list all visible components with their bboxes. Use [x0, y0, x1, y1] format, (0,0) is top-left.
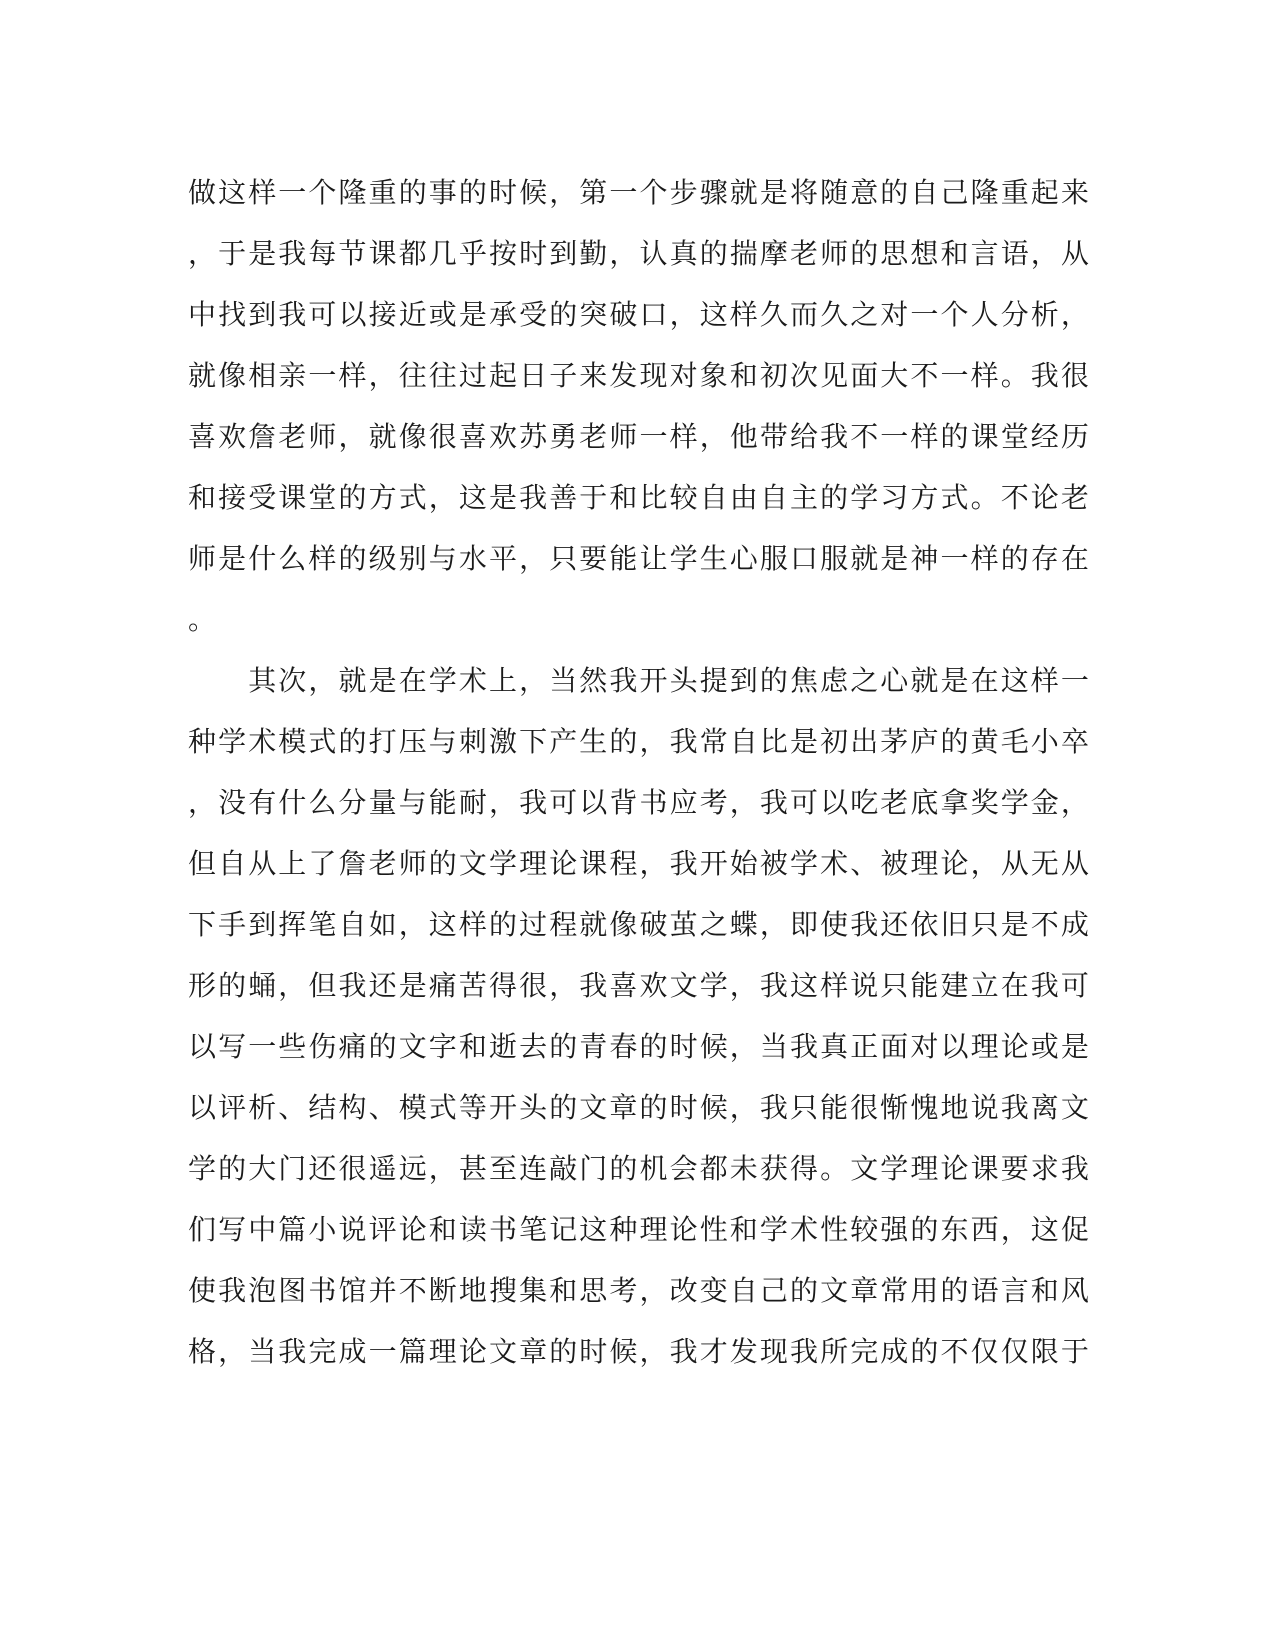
text-line: 下手到挥笔自如，这样的过程就像破茧之蝶，即使我还依旧只是不成: [188, 908, 1092, 941]
text-line: 形的蛹，但我还是痛苦得很，我喜欢文学，我这样说只能建立在我可: [188, 969, 1092, 1002]
body-text: [188, 162, 1092, 1382]
text-line: 使我泡图书馆并不断地搜集和思考，改变自己的文章常用的语言和风: [188, 1274, 1092, 1307]
text-line: 喜欢詹老师，就像很喜欢苏勇老师一样，他带给我不一样的课堂经历: [188, 420, 1092, 453]
text-line: 中找到我可以接近或是承受的突破口，这样久而久之对一个人分析，: [188, 298, 1092, 331]
text-line: 做这样一个隆重的事的时候，第一个步骤就是将随意的自己隆重起来: [188, 176, 1092, 209]
text-line: 以评析、结构、模式等开头的文章的时候，我只能很惭愧地说我离文: [188, 1091, 1092, 1124]
text-line: 种学术模式的打压与刺激下产生的，我常自比是初出茅庐的黄毛小卒: [188, 725, 1092, 758]
text-line: 格，当我完成一篇理论文章的时候，我才发现我所完成的不仅仅限于: [188, 1335, 1092, 1368]
text-line: 和接受课堂的方式，这是我善于和比较自由自主的学习方式。不论老: [188, 481, 1092, 514]
text-line: 以写一些伤痛的文字和逝去的青春的时候，当我真正面对以理论或是: [188, 1030, 1092, 1063]
text-line: ，没有什么分量与能耐，我可以背书应考，我可以吃老底拿奖学金，: [188, 786, 1092, 819]
text-line: 学的大门还很遥远，甚至连敲门的机会都未获得。文学理论课要求我: [188, 1152, 1092, 1185]
text-line: 师是什么样的级别与水平，只要能让学生心服口服就是神一样的存在: [188, 542, 1092, 575]
text-line: 们写中篇小说评论和读书笔记这种理论性和学术性较强的东西，这促: [188, 1213, 1092, 1246]
text-line: ，于是我每节课都几乎按时到勤，认真的揣摩老师的思想和言语，从: [188, 237, 1092, 270]
text-line: 但自从上了詹老师的文学理论课程，我开始被学术、被理论，从无从: [188, 847, 1092, 880]
text-line: 。: [188, 603, 219, 636]
text-line: 其次，就是在学术上，当然我开头提到的焦虑之心就是在这样一: [188, 664, 1092, 697]
text-line: 就像相亲一样，往往过起日子来发现对象和初次见面大不一样。我很: [188, 359, 1092, 392]
